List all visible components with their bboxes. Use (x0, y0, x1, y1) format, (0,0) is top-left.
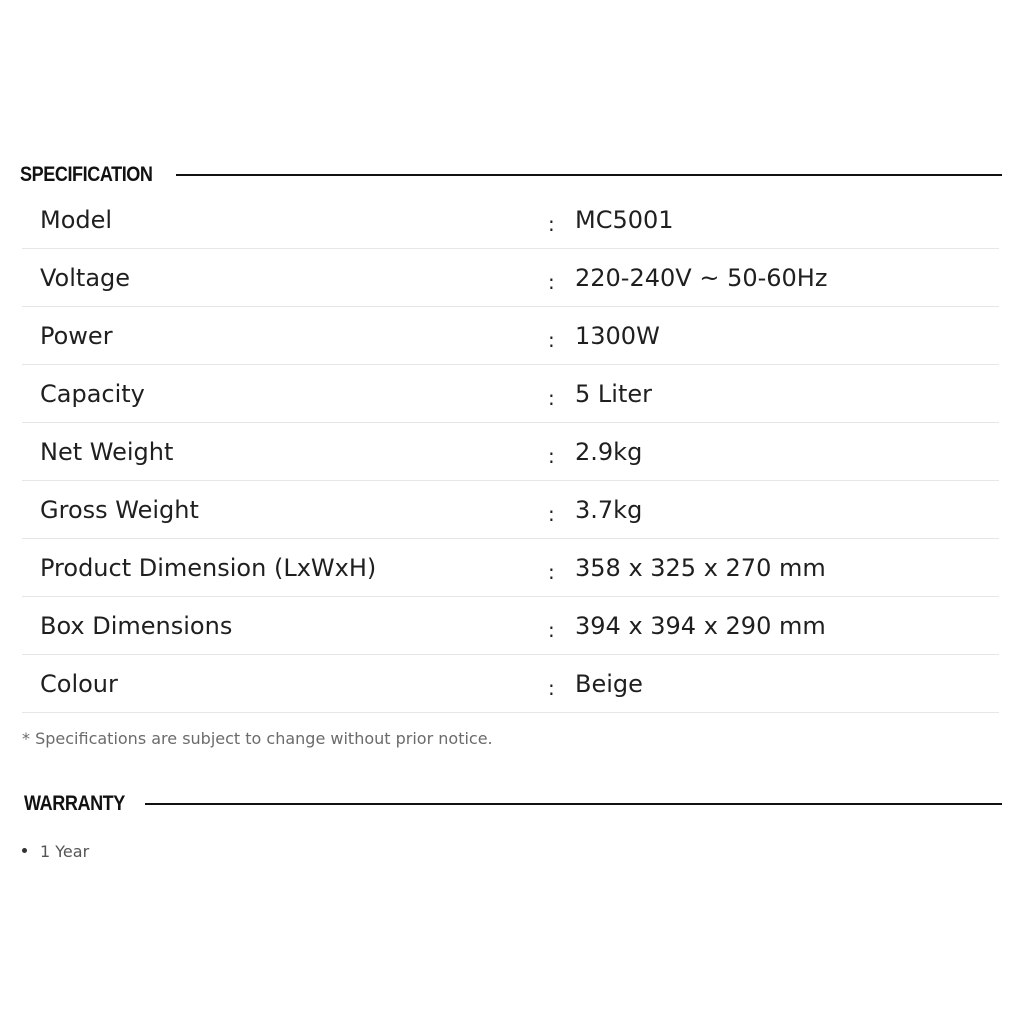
spec-value: 358 x 325 x 270 mm (575, 554, 826, 582)
bullet-icon (22, 848, 27, 853)
spec-separator: : (548, 502, 555, 526)
spec-separator: : (548, 386, 555, 410)
spec-row-voltage (22, 249, 999, 307)
spec-value: 2.9kg (575, 438, 643, 466)
warranty-title: WARRANTY (24, 792, 125, 815)
warranty-list-item (22, 841, 89, 863)
spec-value: MC5001 (575, 206, 674, 234)
spec-label: Box Dimensions (40, 612, 233, 640)
spec-row-gross-weight (22, 481, 999, 539)
spec-value: 5 Liter (575, 380, 652, 408)
spec-value: 220-240V ~ 50-60Hz (575, 264, 828, 292)
spec-separator: : (548, 270, 555, 294)
warranty-item-text: 1 Year (40, 842, 90, 861)
warranty-divider (145, 803, 1002, 805)
spec-separator: : (548, 328, 555, 352)
spec-label: Gross Weight (40, 496, 199, 524)
specification-header (0, 160, 1024, 190)
spec-row-box-dimensions (22, 597, 999, 655)
spec-label: Voltage (40, 264, 131, 292)
spec-separator: : (548, 618, 555, 642)
spec-label: Colour (40, 670, 118, 698)
spec-label: Power (40, 322, 113, 350)
spec-value: Beige (575, 670, 643, 698)
spec-label: Model (40, 206, 113, 234)
specification-divider (176, 174, 1002, 176)
spec-value: 3.7kg (575, 496, 643, 524)
spec-row-power (22, 307, 999, 365)
spec-row-colour (22, 655, 999, 713)
specification-table (22, 191, 999, 713)
spec-row-model (22, 191, 999, 249)
spec-separator: : (548, 444, 555, 468)
specification-title: SPECIFICATION (20, 163, 153, 186)
spec-separator: : (548, 560, 555, 584)
warranty-header (0, 789, 1024, 819)
spec-row-capacity (22, 365, 999, 423)
spec-separator: : (548, 676, 555, 700)
spec-value: 394 x 394 x 290 mm (575, 612, 826, 640)
spec-label: Net Weight (40, 438, 174, 466)
spec-separator: : (548, 212, 555, 236)
specification-footnote: * Specifications are subject to change without prior notice. (22, 729, 493, 748)
spec-row-product-dimension (22, 539, 999, 597)
spec-value: 1300W (575, 322, 660, 350)
spec-label: Capacity (40, 380, 145, 408)
spec-row-net-weight (22, 423, 999, 481)
spec-label: Product Dimension (LxWxH) (40, 554, 377, 582)
